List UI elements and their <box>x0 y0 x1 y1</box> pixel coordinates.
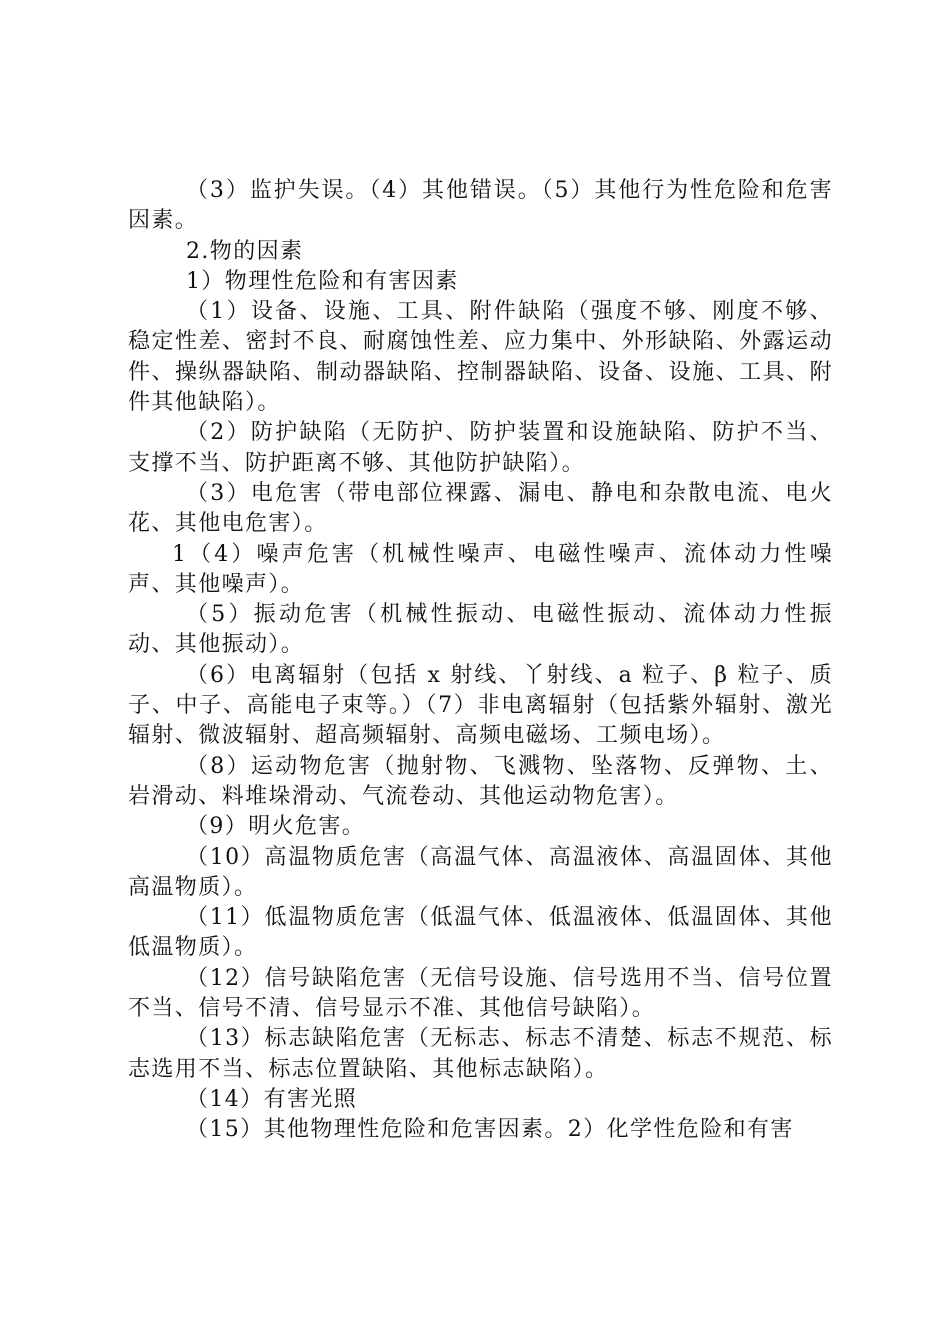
paragraph-open-flame: （9）明火危害。 <box>186 814 366 840</box>
paragraph-other-physical-hazards: （15）其他物理性危险和危害因素。2）化学性危险和有害 <box>186 1117 794 1143</box>
paragraph-vibration-hazards: （5）振动危害（机械性振动、电磁性振动、流体动力性振动、其他振动）。 <box>128 602 833 658</box>
paragraph-protection-defects: （2）防护缺陷（无防护、防护装置和设施缺陷、防护不当、支撑不当、防护距离不够、其他防护缺陷）。 <box>128 420 833 476</box>
heading-physical-hazards: 1）物理性危险和有害因素 <box>186 268 459 294</box>
paragraph-behavior-factors: （3）监护失误。（4）其他错误。（5）其他行为性危险和危害因素。 <box>128 178 833 234</box>
paragraph-electrical-hazards: （3）电危害（带电部位裸露、漏电、静电和杂散电流、电火花、其他电危害）。 <box>128 480 833 537</box>
heading-material-factors: 2.物的因素 <box>186 238 304 264</box>
paragraph-high-temperature: （10）高温物质危害（高温气体、高温液体、高温固体、其他高温物质）。 <box>128 844 833 900</box>
document-body <box>128 176 833 1146</box>
paragraph-harmful-lighting: （14）有害光照 <box>186 1086 358 1112</box>
paragraph-signal-defects: （12）信号缺陷危害（无信号设施、信号选用不当、信号位置不当、信号不清、信号显示不准、其他信号缺陷）。 <box>128 965 833 1022</box>
paragraph-radiation: （6）电离辐射（包括 x 射线、丫射线、a 粒子、β 粒子、质子、中子、高能电子束等。）（7）非电离辐射（包括紫外辐射、激光辐射、微波辐射、超高频辐射、高频电磁场、工频电场）。 <box>128 662 833 749</box>
paragraph-low-temperature: （11）低温物质危害（低温气体、低温液体、低温固体、其他低温物质）。 <box>128 905 833 961</box>
paragraph-moving-object-hazards: （8）运动物危害（抛射物、飞溅物、坠落物、反弹物、土、岩滑动、料堆垛滑动、气流卷动、其他运动物危害）。 <box>128 753 833 809</box>
paragraph-sign-defects: （13）标志缺陷危害（无标志、标志不清楚、标志不规范、标志选用不当、标志位置缺陷、其他标志缺陷）。 <box>128 1026 833 1082</box>
paragraph-equipment-defects: （1）设备、设施、工具、附件缺陷（强度不够、刚度不够、稳定性差、密封不良、耐腐蚀性差、应力集中、外形缺陷、外露运动件、操纵器缺陷、制动器缺陷、控制器缺陷、设备、设施、工具、附件其他缺陷）。 <box>128 299 833 416</box>
paragraph-noise-hazards: 1（4）噪声危害（机械性噪声、电磁性噪声、流体动力性噪声、其他噪声）。 <box>128 541 833 597</box>
